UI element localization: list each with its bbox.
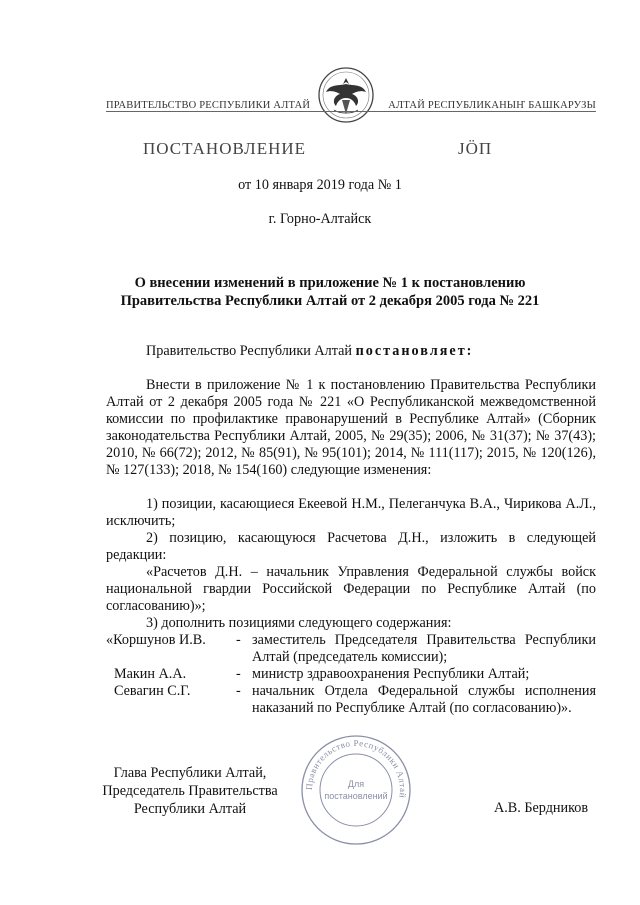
signatory-name: А.В. Бердников [494,800,589,816]
stamp-ring-text: Правительство Республики Алтай [303,737,409,799]
position-row [106,666,596,683]
title-line-2: Правительства Республики Алтай от 2 декабря 2005 года № 221 [120,293,540,309]
letterhead-left: ПРАВИТЕЛЬСТВО РЕСПУБЛИКИ АЛТАЙ [106,100,311,111]
body-item-2-text: «Расчетов Д.Н. – начальник Управления Федеральной службы войск национальной гвардии Российской Федерации по Республике Алтай (по согласованию)»; [106,564,596,614]
position-desc: министр здравоохранения Республики Алтай; [252,666,530,682]
position-name: Макин А.А. [114,666,187,682]
position-desc: заместитель Председателя Правительства Республики Алтай (председатель комиссии); [252,632,596,665]
body-intro: Внести в приложение № 1 к постановлению Правительства Республики Алтай от 2 декабря 2005 года № 221 «О Республиканской межведомственной комиссии по профилактике правонарушений в Республике Алтай» (Сборник законодательства Республики Алтай, 2005, № 29(35); 2006, № 31(37); № 37(43); 2010, № 66(72); 2012, № 85(91), № 95(101); 2014, № 111(117); 2015, № 120(126), № 127(133); 2018, № 154(160) следующие изменения: [106,377,596,478]
resolve-prefix: Правительство Республики Алтай [146,343,353,359]
doc-type-alt: ЈӦП [458,139,493,158]
body-item-3: 3) дополнить позициями следующего содержания: [146,615,452,631]
letterhead-right: АЛТАЙ РЕСПУБЛИКАНЫҤ БАШКАРУЗЫ [388,100,596,111]
letterhead-divider [106,111,596,112]
doc-type-ru: ПОСТАНОВЛЕНИЕ [143,139,307,158]
signature-line-3: Республики Алтай [133,801,247,817]
position-desc: начальник Отдела Федеральной службы исполнения наказаний по Республике Алтай (по согласованию)». [252,683,596,716]
position-dash: - [236,683,241,699]
document-title [80,274,580,310]
body-item-1: 1) позиции, касающиеся Екеевой Н.М., Пелеганчука В.А., Чирикова А.Л., исключить; [106,496,596,529]
stamp-center-line-1: Для [347,779,365,789]
signature-line-1: Глава Республики Алтай, [113,765,267,781]
resolve-line [146,343,473,360]
resolve-word: постановляет: [355,343,474,359]
coat-of-arms-emblem [316,66,376,124]
letterhead [106,98,596,114]
title-line-1: О внесении изменений в приложение № 1 к постановлению [134,275,526,291]
position-row [106,683,596,716]
position-dash: - [236,632,241,648]
body-item-2: 2) позицию, касающуюся Расчетова Д.Н., изложить в следующей редакции: [106,530,596,563]
position-name: «Коршунов И.В. [106,632,206,648]
date-line: от 10 января 2019 года № 1 [238,177,402,193]
stamp-center-line-2: постановлений [324,791,388,801]
signature-block [100,764,280,818]
signature-line-2: Председатель Правительства [102,783,278,799]
position-name: Севагин С.Г. [114,683,191,699]
city: г. Горно-Алтайск [268,211,372,227]
position-row [106,632,596,665]
position-dash: - [236,666,241,682]
official-stamp [300,734,412,846]
